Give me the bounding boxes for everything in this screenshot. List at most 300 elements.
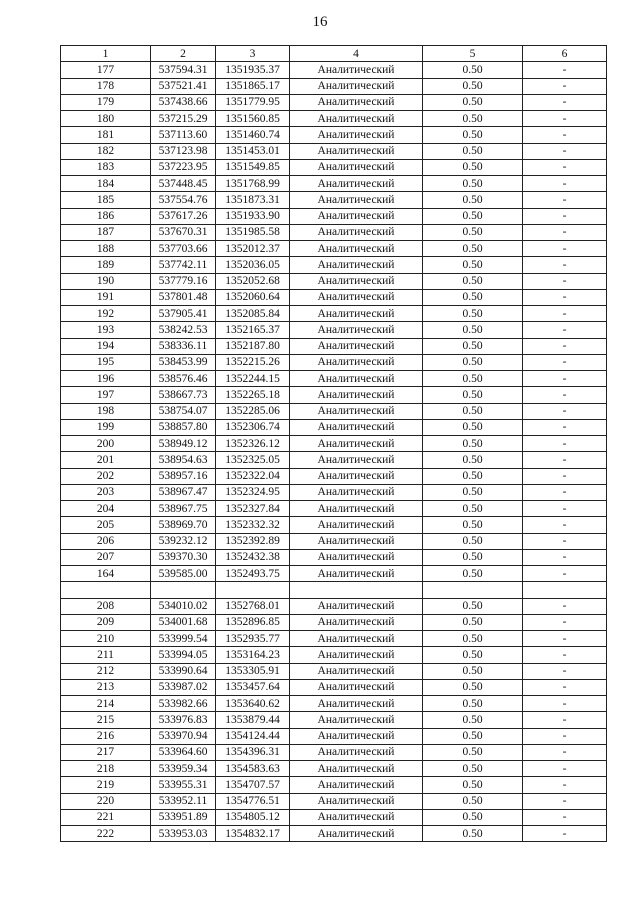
table-row bbox=[61, 761, 607, 777]
column-header: 1 bbox=[61, 46, 151, 62]
accuracy-cell: 0.50 bbox=[423, 696, 523, 712]
method-cell: Аналитический bbox=[290, 111, 423, 127]
point-number-cell: 189 bbox=[61, 257, 151, 273]
coordinates-table bbox=[60, 45, 607, 842]
point-number-cell: 184 bbox=[61, 176, 151, 192]
y-coordinate-cell: 1352392.89 bbox=[216, 533, 290, 549]
x-coordinate-cell: 539585.00 bbox=[151, 566, 216, 582]
table-row bbox=[61, 468, 607, 484]
x-coordinate-cell: 537617.26 bbox=[151, 208, 216, 224]
table-row bbox=[61, 257, 607, 273]
y-coordinate-cell: 1354583.63 bbox=[216, 761, 290, 777]
y-coordinate-cell: 1351933.90 bbox=[216, 208, 290, 224]
y-coordinate-cell: 1352768.01 bbox=[216, 598, 290, 614]
y-coordinate-cell: 1351560.85 bbox=[216, 111, 290, 127]
x-coordinate-cell: 533955.31 bbox=[151, 777, 216, 793]
accuracy-cell: 0.50 bbox=[423, 809, 523, 825]
method-cell: Аналитический bbox=[290, 371, 423, 387]
accuracy-cell: 0.50 bbox=[423, 241, 523, 257]
note-cell: - bbox=[523, 728, 607, 744]
accuracy-cell: 0.50 bbox=[423, 192, 523, 208]
x-coordinate-cell: 533964.60 bbox=[151, 744, 216, 760]
method-cell: Аналитический bbox=[290, 549, 423, 565]
table-row bbox=[61, 176, 607, 192]
method-cell: Аналитический bbox=[290, 533, 423, 549]
table-row bbox=[61, 517, 607, 533]
y-coordinate-cell: 1352935.77 bbox=[216, 631, 290, 647]
point-number-cell: 222 bbox=[61, 826, 151, 842]
point-number-cell: 211 bbox=[61, 647, 151, 663]
y-coordinate-cell: 1352493.75 bbox=[216, 566, 290, 582]
accuracy-cell: 0.50 bbox=[423, 338, 523, 354]
y-coordinate-cell: 1352265.18 bbox=[216, 387, 290, 403]
table-row bbox=[61, 663, 607, 679]
y-coordinate-cell: 1352060.64 bbox=[216, 289, 290, 305]
method-cell: Аналитический bbox=[290, 224, 423, 240]
table-row bbox=[61, 452, 607, 468]
table-row bbox=[61, 631, 607, 647]
point-number-cell: 182 bbox=[61, 143, 151, 159]
note-cell: - bbox=[523, 338, 607, 354]
method-cell: Аналитический bbox=[290, 62, 423, 78]
accuracy-cell: 0.50 bbox=[423, 403, 523, 419]
accuracy-cell: 0.50 bbox=[423, 127, 523, 143]
method-cell: Аналитический bbox=[290, 484, 423, 500]
method-cell: Аналитический bbox=[290, 159, 423, 175]
accuracy-cell: 0.50 bbox=[423, 761, 523, 777]
accuracy-cell: 0.50 bbox=[423, 484, 523, 500]
point-number-cell: 209 bbox=[61, 614, 151, 630]
y-coordinate-cell: 1352325.05 bbox=[216, 452, 290, 468]
note-cell: - bbox=[523, 761, 607, 777]
point-number-cell: 186 bbox=[61, 208, 151, 224]
y-coordinate-cell: 1352896.85 bbox=[216, 614, 290, 630]
method-cell: Аналитический bbox=[290, 143, 423, 159]
accuracy-cell: 0.50 bbox=[423, 614, 523, 630]
accuracy-cell: 0.50 bbox=[423, 728, 523, 744]
accuracy-cell: 0.50 bbox=[423, 744, 523, 760]
x-coordinate-cell: 537113.60 bbox=[151, 127, 216, 143]
table-row bbox=[61, 403, 607, 419]
point-number-cell: 179 bbox=[61, 94, 151, 110]
column-header: 6 bbox=[523, 46, 607, 62]
point-number-cell: 192 bbox=[61, 306, 151, 322]
page-number: 16 bbox=[312, 14, 328, 30]
table-row bbox=[61, 614, 607, 630]
empty-cell bbox=[61, 582, 151, 598]
y-coordinate-cell: 1353457.64 bbox=[216, 679, 290, 695]
x-coordinate-cell: 533999.54 bbox=[151, 631, 216, 647]
x-coordinate-cell: 537521.41 bbox=[151, 78, 216, 94]
table-row bbox=[61, 62, 607, 78]
x-coordinate-cell: 537223.95 bbox=[151, 159, 216, 175]
y-coordinate-cell: 1353164.23 bbox=[216, 647, 290, 663]
note-cell: - bbox=[523, 663, 607, 679]
note-cell: - bbox=[523, 793, 607, 809]
table-row bbox=[61, 143, 607, 159]
method-cell: Аналитический bbox=[290, 94, 423, 110]
note-cell: - bbox=[523, 501, 607, 517]
note-cell: - bbox=[523, 241, 607, 257]
accuracy-cell: 0.50 bbox=[423, 712, 523, 728]
column-header: 4 bbox=[290, 46, 423, 62]
y-coordinate-cell: 1351549.85 bbox=[216, 159, 290, 175]
table-row bbox=[61, 419, 607, 435]
point-number-cell: 196 bbox=[61, 371, 151, 387]
y-coordinate-cell: 1352322.04 bbox=[216, 468, 290, 484]
point-number-cell: 217 bbox=[61, 744, 151, 760]
method-cell: Аналитический bbox=[290, 78, 423, 94]
note-cell: - bbox=[523, 419, 607, 435]
x-coordinate-cell: 538667.73 bbox=[151, 387, 216, 403]
method-cell: Аналитический bbox=[290, 566, 423, 582]
note-cell: - bbox=[523, 679, 607, 695]
x-coordinate-cell: 533970.94 bbox=[151, 728, 216, 744]
method-cell: Аналитический bbox=[290, 598, 423, 614]
table-row bbox=[61, 192, 607, 208]
table-row bbox=[61, 728, 607, 744]
x-coordinate-cell: 534010.02 bbox=[151, 598, 216, 614]
empty-cell bbox=[423, 582, 523, 598]
table-row bbox=[61, 208, 607, 224]
accuracy-cell: 0.50 bbox=[423, 111, 523, 127]
point-number-cell: 185 bbox=[61, 192, 151, 208]
method-cell: Аналитический bbox=[290, 696, 423, 712]
y-coordinate-cell: 1352306.74 bbox=[216, 419, 290, 435]
note-cell: - bbox=[523, 484, 607, 500]
table-row bbox=[61, 387, 607, 403]
table-row bbox=[61, 371, 607, 387]
accuracy-cell: 0.50 bbox=[423, 777, 523, 793]
method-cell: Аналитический bbox=[290, 387, 423, 403]
point-number-cell: 204 bbox=[61, 501, 151, 517]
x-coordinate-cell: 537448.45 bbox=[151, 176, 216, 192]
note-cell: - bbox=[523, 159, 607, 175]
note-cell: - bbox=[523, 208, 607, 224]
x-coordinate-cell: 538336.11 bbox=[151, 338, 216, 354]
method-cell: Аналитический bbox=[290, 338, 423, 354]
point-number-cell: 205 bbox=[61, 517, 151, 533]
x-coordinate-cell: 537594.31 bbox=[151, 62, 216, 78]
x-coordinate-cell: 537703.66 bbox=[151, 241, 216, 257]
table-row bbox=[61, 94, 607, 110]
x-coordinate-cell: 537123.98 bbox=[151, 143, 216, 159]
note-cell: - bbox=[523, 777, 607, 793]
y-coordinate-cell: 1354776.51 bbox=[216, 793, 290, 809]
x-coordinate-cell: 537215.29 bbox=[151, 111, 216, 127]
table-row bbox=[61, 338, 607, 354]
note-cell: - bbox=[523, 354, 607, 370]
method-cell: Аналитический bbox=[290, 208, 423, 224]
note-cell: - bbox=[523, 744, 607, 760]
table-row bbox=[61, 159, 607, 175]
table-row bbox=[61, 354, 607, 370]
point-number-cell: 197 bbox=[61, 387, 151, 403]
method-cell: Аналитический bbox=[290, 826, 423, 842]
x-coordinate-cell: 538242.53 bbox=[151, 322, 216, 338]
method-cell: Аналитический bbox=[290, 517, 423, 533]
note-cell: - bbox=[523, 468, 607, 484]
point-number-cell: 215 bbox=[61, 712, 151, 728]
y-coordinate-cell: 1354396.31 bbox=[216, 744, 290, 760]
note-cell: - bbox=[523, 809, 607, 825]
accuracy-cell: 0.50 bbox=[423, 176, 523, 192]
note-cell: - bbox=[523, 78, 607, 94]
method-cell: Аналитический bbox=[290, 761, 423, 777]
separator-row bbox=[61, 582, 607, 598]
point-number-cell: 190 bbox=[61, 273, 151, 289]
point-number-cell: 180 bbox=[61, 111, 151, 127]
method-cell: Аналитический bbox=[290, 273, 423, 289]
point-number-cell: 200 bbox=[61, 436, 151, 452]
x-coordinate-cell: 538954.63 bbox=[151, 452, 216, 468]
note-cell: - bbox=[523, 289, 607, 305]
column-header: 5 bbox=[423, 46, 523, 62]
method-cell: Аналитический bbox=[290, 679, 423, 695]
table-row bbox=[61, 777, 607, 793]
method-cell: Аналитический bbox=[290, 306, 423, 322]
y-coordinate-cell: 1354832.17 bbox=[216, 826, 290, 842]
note-cell: - bbox=[523, 452, 607, 468]
y-coordinate-cell: 1351873.31 bbox=[216, 192, 290, 208]
point-number-cell: 208 bbox=[61, 598, 151, 614]
note-cell: - bbox=[523, 192, 607, 208]
x-coordinate-cell: 537554.76 bbox=[151, 192, 216, 208]
table-row bbox=[61, 598, 607, 614]
accuracy-cell: 0.50 bbox=[423, 517, 523, 533]
note-cell: - bbox=[523, 176, 607, 192]
point-number-cell: 188 bbox=[61, 241, 151, 257]
table-row bbox=[61, 549, 607, 565]
note-cell: - bbox=[523, 322, 607, 338]
method-cell: Аналитический bbox=[290, 647, 423, 663]
x-coordinate-cell: 537905.41 bbox=[151, 306, 216, 322]
y-coordinate-cell: 1352324.95 bbox=[216, 484, 290, 500]
point-number-cell: 210 bbox=[61, 631, 151, 647]
method-cell: Аналитический bbox=[290, 501, 423, 517]
point-number-cell: 219 bbox=[61, 777, 151, 793]
x-coordinate-cell: 533951.89 bbox=[151, 809, 216, 825]
accuracy-cell: 0.50 bbox=[423, 387, 523, 403]
x-coordinate-cell: 537670.31 bbox=[151, 224, 216, 240]
y-coordinate-cell: 1352326.12 bbox=[216, 436, 290, 452]
point-number-cell: 164 bbox=[61, 566, 151, 582]
x-coordinate-cell: 537438.66 bbox=[151, 94, 216, 110]
table-row bbox=[61, 712, 607, 728]
table-row bbox=[61, 696, 607, 712]
note-cell: - bbox=[523, 62, 607, 78]
accuracy-cell: 0.50 bbox=[423, 273, 523, 289]
accuracy-cell: 0.50 bbox=[423, 208, 523, 224]
accuracy-cell: 0.50 bbox=[423, 78, 523, 94]
table-row bbox=[61, 289, 607, 305]
x-coordinate-cell: 533952.11 bbox=[151, 793, 216, 809]
accuracy-cell: 0.50 bbox=[423, 436, 523, 452]
empty-cell bbox=[290, 582, 423, 598]
point-number-cell: 206 bbox=[61, 533, 151, 549]
x-coordinate-cell: 538453.99 bbox=[151, 354, 216, 370]
method-cell: Аналитический bbox=[290, 257, 423, 273]
accuracy-cell: 0.50 bbox=[423, 452, 523, 468]
point-number-cell: 181 bbox=[61, 127, 151, 143]
note-cell: - bbox=[523, 436, 607, 452]
method-cell: Аналитический bbox=[290, 419, 423, 435]
y-coordinate-cell: 1351768.99 bbox=[216, 176, 290, 192]
point-number-cell: 214 bbox=[61, 696, 151, 712]
accuracy-cell: 0.50 bbox=[423, 224, 523, 240]
y-coordinate-cell: 1352165.37 bbox=[216, 322, 290, 338]
x-coordinate-cell: 538949.12 bbox=[151, 436, 216, 452]
accuracy-cell: 0.50 bbox=[423, 257, 523, 273]
note-cell: - bbox=[523, 826, 607, 842]
note-cell: - bbox=[523, 566, 607, 582]
method-cell: Аналитический bbox=[290, 436, 423, 452]
method-cell: Аналитический bbox=[290, 322, 423, 338]
x-coordinate-cell: 533953.03 bbox=[151, 826, 216, 842]
note-cell: - bbox=[523, 371, 607, 387]
point-number-cell: 178 bbox=[61, 78, 151, 94]
note-cell: - bbox=[523, 387, 607, 403]
method-cell: Аналитический bbox=[290, 728, 423, 744]
x-coordinate-cell: 538857.80 bbox=[151, 419, 216, 435]
y-coordinate-cell: 1351779.95 bbox=[216, 94, 290, 110]
y-coordinate-cell: 1352332.32 bbox=[216, 517, 290, 533]
y-coordinate-cell: 1352285.06 bbox=[216, 403, 290, 419]
accuracy-cell: 0.50 bbox=[423, 159, 523, 175]
y-coordinate-cell: 1352327.84 bbox=[216, 501, 290, 517]
point-number-cell: 201 bbox=[61, 452, 151, 468]
accuracy-cell: 0.50 bbox=[423, 371, 523, 387]
y-coordinate-cell: 1353305.91 bbox=[216, 663, 290, 679]
table-row bbox=[61, 322, 607, 338]
point-number-cell: 213 bbox=[61, 679, 151, 695]
point-number-cell: 193 bbox=[61, 322, 151, 338]
x-coordinate-cell: 538967.47 bbox=[151, 484, 216, 500]
x-coordinate-cell: 534001.68 bbox=[151, 614, 216, 630]
table-row bbox=[61, 484, 607, 500]
accuracy-cell: 0.50 bbox=[423, 793, 523, 809]
table-row bbox=[61, 809, 607, 825]
table-row bbox=[61, 306, 607, 322]
x-coordinate-cell: 538957.16 bbox=[151, 468, 216, 484]
point-number-cell: 195 bbox=[61, 354, 151, 370]
accuracy-cell: 0.50 bbox=[423, 663, 523, 679]
y-coordinate-cell: 1352432.38 bbox=[216, 549, 290, 565]
point-number-cell: 191 bbox=[61, 289, 151, 305]
method-cell: Аналитический bbox=[290, 468, 423, 484]
y-coordinate-cell: 1352085.84 bbox=[216, 306, 290, 322]
x-coordinate-cell: 538576.46 bbox=[151, 371, 216, 387]
note-cell: - bbox=[523, 598, 607, 614]
accuracy-cell: 0.50 bbox=[423, 306, 523, 322]
note-cell: - bbox=[523, 533, 607, 549]
empty-cell bbox=[216, 582, 290, 598]
x-coordinate-cell: 533994.05 bbox=[151, 647, 216, 663]
x-coordinate-cell: 533976.83 bbox=[151, 712, 216, 728]
table-row bbox=[61, 273, 607, 289]
accuracy-cell: 0.50 bbox=[423, 62, 523, 78]
table-row bbox=[61, 647, 607, 663]
y-coordinate-cell: 1354124.44 bbox=[216, 728, 290, 744]
accuracy-cell: 0.50 bbox=[423, 533, 523, 549]
point-number-cell: 194 bbox=[61, 338, 151, 354]
note-cell: - bbox=[523, 696, 607, 712]
x-coordinate-cell: 538754.07 bbox=[151, 403, 216, 419]
accuracy-cell: 0.50 bbox=[423, 354, 523, 370]
note-cell: - bbox=[523, 647, 607, 663]
method-cell: Аналитический bbox=[290, 452, 423, 468]
y-coordinate-cell: 1353640.62 bbox=[216, 696, 290, 712]
note-cell: - bbox=[523, 614, 607, 630]
note-cell: - bbox=[523, 273, 607, 289]
y-coordinate-cell: 1352244.15 bbox=[216, 371, 290, 387]
x-coordinate-cell: 538969.70 bbox=[151, 517, 216, 533]
table-row bbox=[61, 533, 607, 549]
point-number-cell: 207 bbox=[61, 549, 151, 565]
point-number-cell: 218 bbox=[61, 761, 151, 777]
method-cell: Аналитический bbox=[290, 631, 423, 647]
point-number-cell: 212 bbox=[61, 663, 151, 679]
accuracy-cell: 0.50 bbox=[423, 598, 523, 614]
method-cell: Аналитический bbox=[290, 289, 423, 305]
method-cell: Аналитический bbox=[290, 241, 423, 257]
x-coordinate-cell: 537801.48 bbox=[151, 289, 216, 305]
y-coordinate-cell: 1351935.37 bbox=[216, 62, 290, 78]
x-coordinate-cell: 533987.02 bbox=[151, 679, 216, 695]
method-cell: Аналитический bbox=[290, 354, 423, 370]
column-header: 2 bbox=[151, 46, 216, 62]
note-cell: - bbox=[523, 94, 607, 110]
x-coordinate-cell: 538967.75 bbox=[151, 501, 216, 517]
y-coordinate-cell: 1352036.05 bbox=[216, 257, 290, 273]
x-coordinate-cell: 533959.34 bbox=[151, 761, 216, 777]
accuracy-cell: 0.50 bbox=[423, 647, 523, 663]
accuracy-cell: 0.50 bbox=[423, 501, 523, 517]
y-coordinate-cell: 1354707.57 bbox=[216, 777, 290, 793]
accuracy-cell: 0.50 bbox=[423, 826, 523, 842]
note-cell: - bbox=[523, 306, 607, 322]
y-coordinate-cell: 1353879.44 bbox=[216, 712, 290, 728]
note-cell: - bbox=[523, 631, 607, 647]
method-cell: Аналитический bbox=[290, 403, 423, 419]
note-cell: - bbox=[523, 143, 607, 159]
table-row bbox=[61, 744, 607, 760]
accuracy-cell: 0.50 bbox=[423, 143, 523, 159]
empty-cell bbox=[151, 582, 216, 598]
accuracy-cell: 0.50 bbox=[423, 566, 523, 582]
note-cell: - bbox=[523, 224, 607, 240]
column-header: 3 bbox=[216, 46, 290, 62]
note-cell: - bbox=[523, 403, 607, 419]
table-row bbox=[61, 793, 607, 809]
point-number-cell: 221 bbox=[61, 809, 151, 825]
table-row bbox=[61, 241, 607, 257]
note-cell: - bbox=[523, 549, 607, 565]
table-row bbox=[61, 826, 607, 842]
note-cell: - bbox=[523, 257, 607, 273]
accuracy-cell: 0.50 bbox=[423, 289, 523, 305]
accuracy-cell: 0.50 bbox=[423, 468, 523, 484]
method-cell: Аналитический bbox=[290, 127, 423, 143]
point-number-cell: 199 bbox=[61, 419, 151, 435]
table-row bbox=[61, 127, 607, 143]
table-row bbox=[61, 111, 607, 127]
point-number-cell: 177 bbox=[61, 62, 151, 78]
note-cell: - bbox=[523, 517, 607, 533]
table-row bbox=[61, 501, 607, 517]
y-coordinate-cell: 1352052.68 bbox=[216, 273, 290, 289]
x-coordinate-cell: 539370.30 bbox=[151, 549, 216, 565]
